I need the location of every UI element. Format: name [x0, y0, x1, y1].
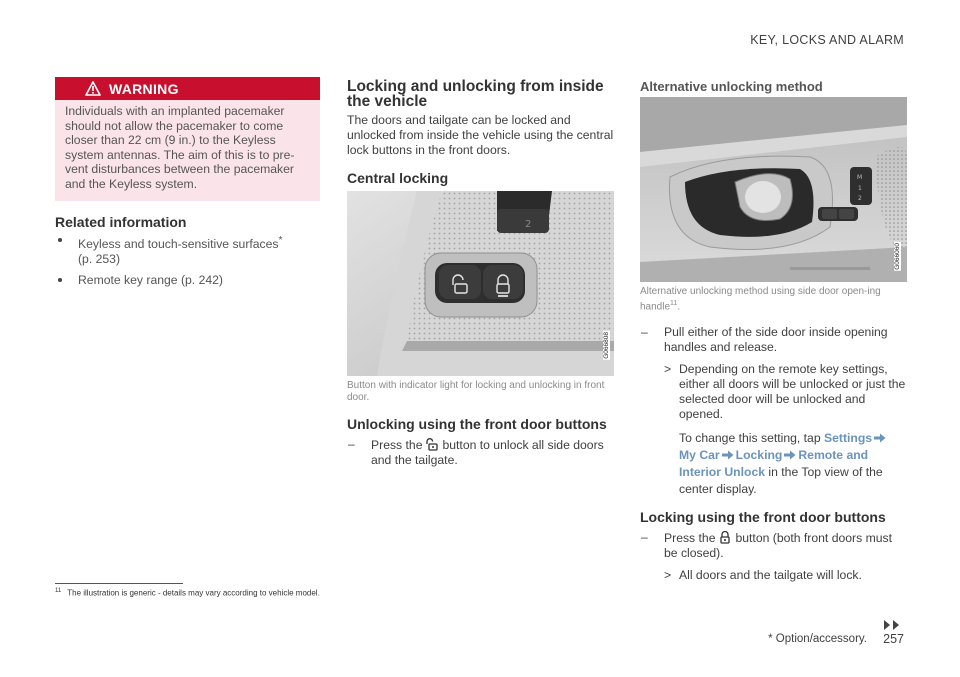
settings-path-link[interactable]: Settings	[824, 431, 873, 446]
figure-caption: Button with indicator light for locking and unlocking in front door.	[347, 380, 605, 403]
lock-result: > All doors and the tailgate will lock.	[664, 568, 862, 583]
bullet-icon	[58, 238, 62, 242]
svg-text:2: 2	[858, 195, 862, 202]
bullet-icon	[58, 278, 62, 282]
locking-heading: Locking using the front door buttons	[640, 509, 886, 526]
middle-column	[347, 77, 614, 468]
my-car-path-link[interactable]: My Car	[679, 448, 720, 463]
page-number: 257	[883, 632, 904, 646]
related-link-remote-key-range[interactable]: Remote key range (p. 242)	[55, 273, 320, 288]
figure-caption: Alternative unlocking method using side door open-ing handle$^{11}$.	[640, 286, 881, 313]
step-result: > Depending on the remote key settings, either all doors will be unlocked or just the selected door will be unlocked and opened.	[664, 362, 906, 422]
option-accessory-note: * Option/accessory.	[768, 633, 867, 645]
door-handle-illustration	[640, 97, 907, 282]
arrow-right-icon	[722, 450, 734, 460]
related-link-keyless[interactable]: Keyless and touch-sensitive surfaces* (p. 253)	[55, 233, 320, 267]
footnote-divider	[55, 583, 183, 584]
remote-interior-unlock-path-link[interactable]: Remote and Interior Unlock	[679, 448, 869, 480]
central-locking-heading: Central locking	[347, 170, 449, 186]
unlock-icon	[425, 437, 439, 451]
intro-text: The doors and tailgate can be locked and unlocked from inside the vehicle using the central lock buttons in the front doors.	[347, 113, 614, 157]
warning-header	[55, 77, 320, 100]
unlock-step: – Press the button to unlock all side doors and the tailgate.	[348, 437, 604, 467]
unlocking-heading: Unlocking using the front door buttons	[347, 416, 607, 432]
lock-icon	[718, 530, 732, 544]
arrow-right-icon	[784, 450, 796, 460]
related-information	[55, 214, 320, 288]
related-heading: Related information	[55, 214, 187, 230]
svg-text:2: 2	[525, 219, 532, 230]
svg-text:M: M	[857, 174, 863, 181]
right-column	[640, 77, 907, 583]
left-column	[55, 77, 320, 294]
next-page-icon[interactable]	[882, 619, 902, 631]
lock-step: – Press the button (both front doors must be closed).	[641, 530, 892, 561]
pull-handle-step: – Pull either of the side door inside opening handles and release.	[641, 325, 888, 355]
warning-title: WARNING	[109, 80, 179, 97]
alternative-unlocking-heading: Alternative unlocking method	[640, 79, 823, 94]
section-title: Locking and unlocking from inside the vehicle	[347, 78, 604, 110]
warning-triangle-icon	[85, 81, 101, 96]
door-lock-buttons-illustration	[347, 191, 614, 376]
locking-path-link[interactable]: Locking	[735, 448, 783, 463]
figure-number: G066060	[894, 243, 901, 270]
chapter-header: KEY, LOCKS AND ALARM	[750, 33, 904, 47]
arrow-right-icon	[874, 433, 886, 443]
settings-note: To change this setting, tap Settings My Car Locking Remote and Interior Unlock in the Top view of the center display.	[679, 430, 907, 498]
svg-text:1: 1	[858, 185, 862, 192]
figure-number: G066808	[603, 332, 610, 359]
warning-body: Individuals with an implanted pacemaker should not allow the pacemaker to come closer than 22 cm (9 in.) to the Keyless system antennas. The aim of this is to pre-vent disturbances between the pacemaker and the Keyless system.	[55, 100, 320, 201]
footnote: $^{11}$ The illustration is generic - details may vary according to vehicle model.	[55, 588, 320, 598]
